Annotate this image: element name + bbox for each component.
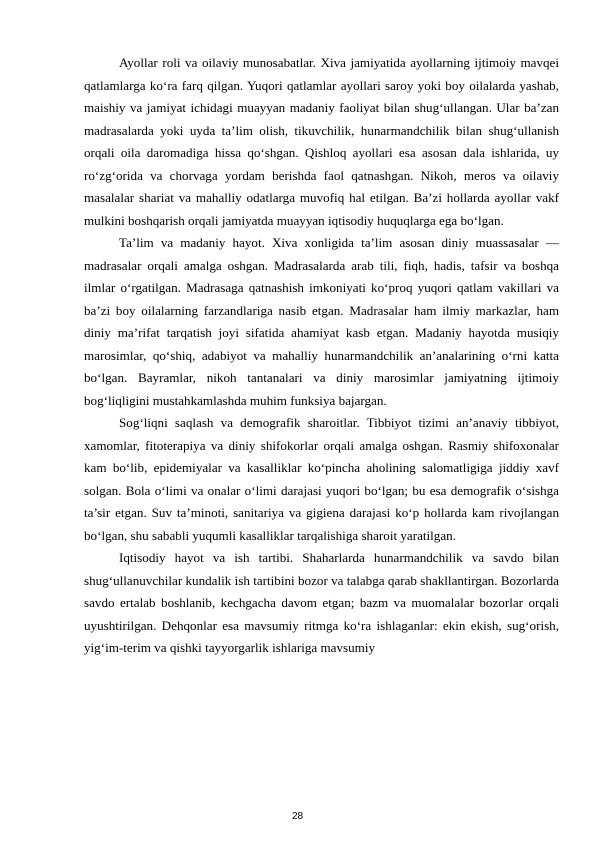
paragraph-women-role: Ayollar roli va oilaviy munosabatlar. Xiva jamiyatida ayollarning ijtimoiy mavqei qatlamlarga ko‘ra farq qilgan. Yuqori qatlamlar ayollari saroy yoki boy oilalarda yashab, maishiy va jamiyat ichidagi muayyan madaniy faoliyat bilan shug‘ullangan. Ular ba’zan madrasalarda yoki uyda ta’lim olish, tikuvchilik, hunarmandchilik bilan shug‘ullanish orqali oila daromadiga hissa qo‘shgan. Qishloq ayollari esa asosan dala ishlarida, uy ro‘zg‘orida va chorvaga yordam berishda faol qatnashgan. Nikoh, meros va oilaviy masalalar shariat va mahalliy odatlarga muvofiq hal etilgan. Ba’zi hollarda ayollar vakf mulkini boshqarish orqali jamiyatda muayyan iqtisodiy huquqlarga ega bo‘lgan. <box>84 55 559 228</box>
paragraph-health-demography: Sog‘liqni saqlash va demografik sharoitlar. Tibbiyot tizimi an’anaviy tibbiyot, xamomlar, fitoterapiya va diniy shifokorlar orqali amalga oshgan. Rasmiy shifoxonalar kam bo‘lib, epidemiyalar va kasalliklar ko‘pincha aholining salomatligiga jiddiy xavf solgan. Bola o‘limi va onalar o‘limi darajasi yuqori bo‘lgan; bu esa demografik o‘sishga ta’sir etgan. Suv ta’minoti, sanitariya va gigiena darajasi ko‘p hollarda kam rivojlangan bo‘lgan, shu sababli yuqumli kasalliklar tarqalishiga sharoit yaratilgan. <box>84 415 559 543</box>
page-number: 28 <box>291 811 304 822</box>
paragraph-economic-life: Iqtisodiy hayot va ish tartibi. Shaharlarda hunarmandchilik va savdo bilan shug‘ullanuvchilar kundalik ish tartibini bozor va talabga qarab shakllantirgan. Bozorlarda savdo ertalab boshlanib, kechgacha davom etgan; bazm va muomalalar bozorlar orqali uyushtirilgan. Dehqonlar esa mavsumiy ritmga ko‘ra ishlaganlar: ekin ekish, sug‘orish, yig‘im-terim va qishki tayyorgarlik ishlariga mavsumiy <box>84 550 559 655</box>
paragraph-education-culture: Ta’lim va madaniy hayot. Xiva xonligida ta’lim asosan diniy muassasalar — madrasalar orqali amalga oshgan. Madrasalarda arab tili, fiqh, hadis, tafsir va boshqa ilmlar o‘rgatilgan. Madrasaga qatnashish imkoniyati ko‘proq yuqori qatlam vakillari va ba’zi boy oilalarning farzandlariga nasib etgan. Madrasalar ham ilmiy markazlar, ham diniy ma’rifat tarqatish joyi sifatida ahamiyat kasb etgan. Madaniy hayotda musiqiy marosimlar, qo‘shiq, adabiyot va mahalliy hunarmandchilik an’analarining o‘rni katta bo‘lgan. Bayramlar, nikoh tantanalari va diniy marosimlar jamiyatning ijtimoiy bog‘liqligini mustahkamlashda muhim funksiya bajargan. <box>84 235 559 408</box>
body-text <box>84 52 559 660</box>
